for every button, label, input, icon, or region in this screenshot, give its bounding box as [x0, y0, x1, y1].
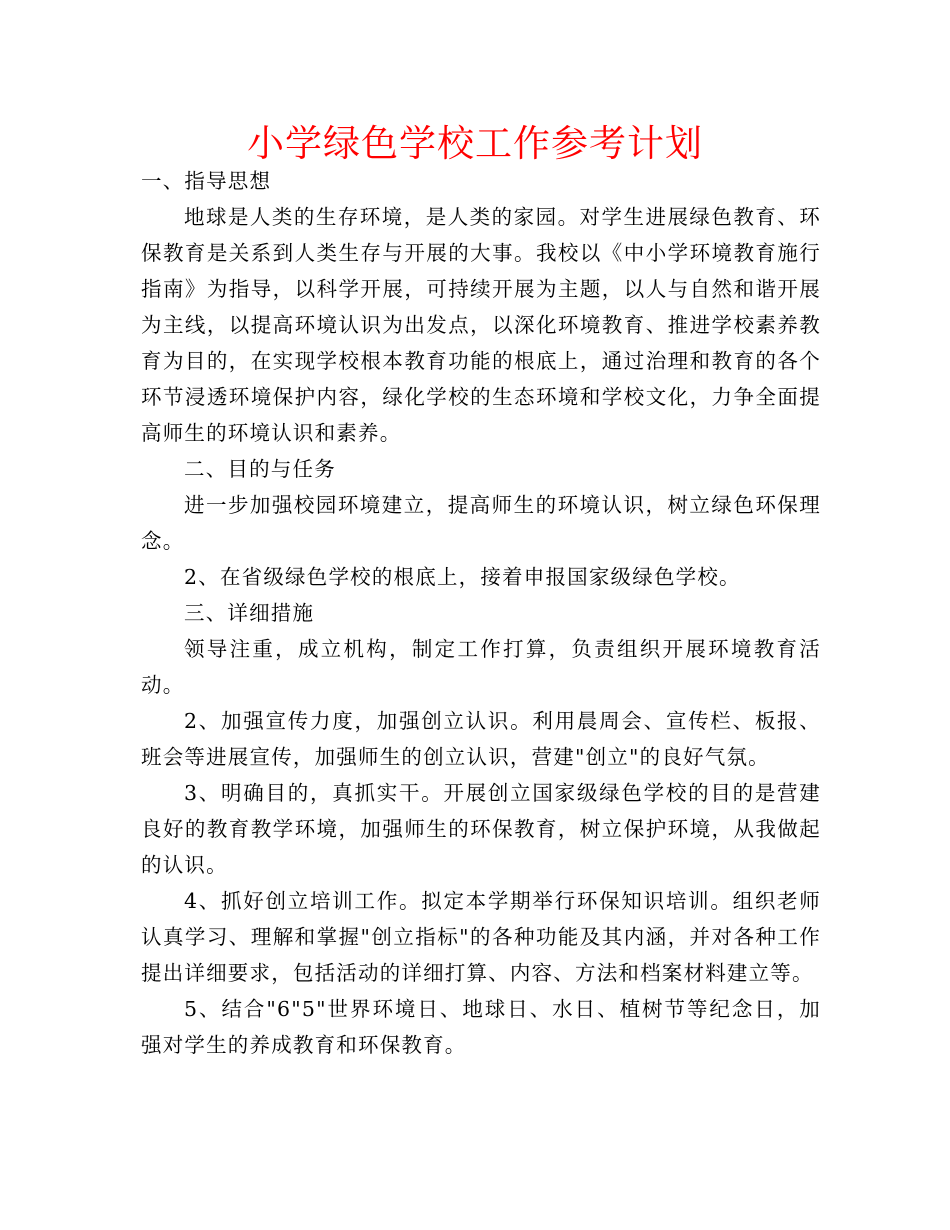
- section-heading-measures: 三、详细措施: [184, 601, 315, 625]
- paragraph-measure-2: 2、加强宣传力度，加强创立认识。利用晨周会、宣传栏、板报、班会等进展宣传，加强师生的创立认识，营建"创立"的良好气氛。: [141, 709, 821, 769]
- paragraph-goal-1: 进一步加强校园环境建立，提高师生的环境认识，树立绿色环保理念。: [141, 493, 821, 553]
- document-title: 小学绿色学校工作参考计划: [247, 122, 703, 165]
- paragraph-goal-2: 2、在省级绿色学校的根底上，接着申报国家级绿色学校。: [184, 565, 741, 589]
- document-body: [141, 163, 821, 1063]
- paragraph-measure-5: 5、结合"6"5"世界环境日、地球日、水日、植树节等纪念日，加强对学生的养成教育和环保教育。: [141, 997, 821, 1057]
- paragraph-measure-3: 3、明确目的，真抓实干。开展创立国家级绿色学校的目的是营建良好的教育教学环境，加强师生的环保教育，树立保护环境，从我做起的认识。: [141, 781, 821, 877]
- paragraph-measure-1: 领导注重，成立机构，制定工作打算，负责组织开展环境教育活动。: [141, 637, 821, 697]
- paragraph-measure-4: 4、抓好创立培训工作。拟定本学期举行环保知识培训。组织老师认真学习、理解和掌握"创立指标"的各种功能及其内涵，并对各种工作提出详细要求，包括活动的详细打算、内容、方法和档案材料建立等。: [141, 889, 821, 985]
- section-heading-goals-tasks: 二、目的与任务: [184, 457, 336, 481]
- paragraph-guiding-thought: 地球是人类的生存环境，是人类的家园。对学生进展绿色教育、环保教育是关系到人类生存与开展的大事。我校以《中小学环境教育施行指南》为指导，以科学开展，可持续开展为主题，以人与自然和谐开展为主线，以提高环境认识为出发点，以深化环境教育、推进学校素养教育为目的，在实现学校根本教育功能的根底上，通过治理和教育的各个环节浸透环境保护内容，绿化学校的生态环境和学校文化，力争全面提高师生的环境认识和素养。: [141, 205, 821, 445]
- section-heading-guiding-thought: 一、指导思想: [141, 169, 272, 193]
